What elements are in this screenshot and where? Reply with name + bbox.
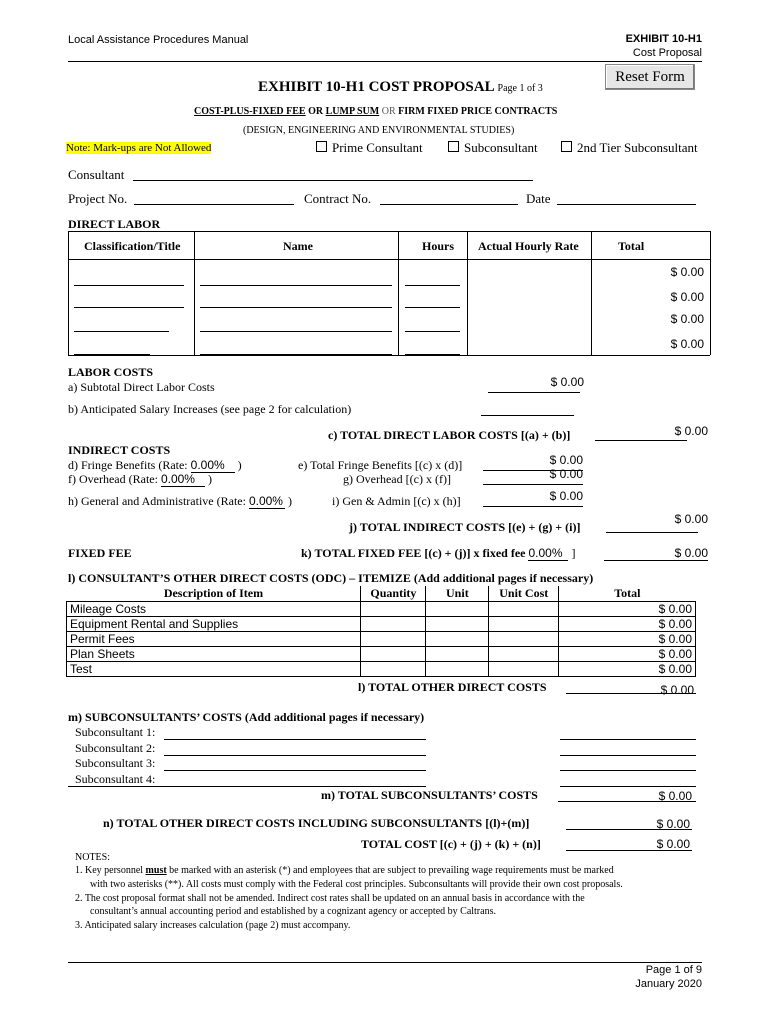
note-2-cont: consultant’s annual accounting period and established by a cognizant agency or accepted by Caltrans. bbox=[90, 906, 496, 917]
consultant-field[interactable] bbox=[133, 180, 533, 181]
odc-description[interactable]: Test bbox=[67, 662, 361, 677]
total-fixed-fee-label: k) TOTAL FIXED FEE [(c) + (j)] x fixed fee 0.00% ] bbox=[301, 546, 576, 560]
contract-no-label: Contract No. bbox=[304, 191, 372, 206]
odc-total: $ 0.00 bbox=[559, 662, 696, 677]
notes-heading: NOTES: bbox=[75, 852, 110, 863]
fringe-rate-label: d) Fringe Benefits (Rate: 0.00% ) bbox=[68, 458, 242, 472]
checkbox-icon bbox=[316, 141, 327, 152]
subconsultant-3-field[interactable] bbox=[164, 770, 426, 771]
ga-rate-label: h) General and Administrative (Rate: 0.00% ) bbox=[68, 494, 292, 508]
odc-row[interactable] bbox=[67, 662, 696, 677]
note-3: 3. Anticipated salary increases calculation (page 2) must accompany. bbox=[75, 920, 351, 931]
total-subs-value[interactable]: $ 0.00 bbox=[658, 789, 692, 803]
col-total: Total bbox=[618, 239, 645, 253]
total-cost-label: TOTAL COST [(c) + (j) + (k) + (n)] bbox=[361, 837, 541, 851]
odc-row[interactable] bbox=[67, 602, 696, 617]
revision-date: January 2020 bbox=[635, 978, 702, 990]
total-cost-value[interactable]: $ 0.00 bbox=[656, 837, 690, 851]
overhead-value[interactable]: $ 0.00 bbox=[549, 467, 583, 481]
total-odc-value[interactable]: $ 0.00 bbox=[660, 683, 694, 697]
odc-row[interactable] bbox=[67, 617, 696, 632]
subconsultant-3-cost[interactable] bbox=[560, 770, 696, 771]
date-label: Date bbox=[526, 191, 551, 206]
odc-row[interactable] bbox=[67, 647, 696, 662]
manual-title: Local Assistance Procedures Manual bbox=[68, 34, 249, 46]
salary-increase-label: b) Anticipated Salary Increases (see page 2 for calculation) bbox=[68, 402, 352, 416]
labor-total: $ 0.00 bbox=[670, 290, 704, 304]
odc-total: $ 0.00 bbox=[559, 647, 696, 662]
prime-consultant-checkbox[interactable]: Prime Consultant bbox=[316, 140, 423, 156]
odc-total: $ 0.00 bbox=[559, 602, 696, 617]
odc-description[interactable]: Plan Sheets bbox=[67, 647, 361, 662]
total-direct-labor-label: c) TOTAL DIRECT LABOR COSTS [(a) + (b)] bbox=[328, 428, 571, 442]
subconsultant-4-cost[interactable] bbox=[560, 786, 696, 787]
total-subs-label: m) TOTAL SUBCONSULTANTS’ COSTS bbox=[321, 788, 538, 802]
odc-col-quantity: Quantity bbox=[361, 586, 426, 602]
note-2: 2. The cost proposal format shall not be amended. Indirect cost rates shall be updated on an annual basis in accordance with the bbox=[75, 893, 585, 904]
header-rule bbox=[68, 61, 702, 62]
reset-form-button[interactable]: Reset Form bbox=[605, 64, 695, 90]
subconsultant-1-field[interactable] bbox=[164, 739, 426, 740]
indirect-heading: INDIRECT COSTS bbox=[68, 443, 171, 457]
odc-description[interactable]: Equipment Rental and Supplies bbox=[67, 617, 361, 632]
labor-total: $ 0.00 bbox=[670, 312, 704, 326]
checkbox-icon bbox=[448, 141, 459, 152]
overhead-label: g) Overhead [(c) x (f)] bbox=[343, 472, 451, 486]
subconsultant-4: Subconsultant 4: bbox=[75, 772, 156, 786]
subtotal-labor-label: a) Subtotal Direct Labor Costs bbox=[68, 380, 215, 394]
labor-total: $ 0.00 bbox=[670, 337, 704, 351]
odc-heading: l) CONSULTANT’S OTHER DIRECT COSTS (ODC) – ITEMIZE (Add additional pages if necessary) bbox=[68, 571, 594, 585]
total-indirect-label: j) TOTAL INDIRECT COSTS [(e) + (g) + (i)] bbox=[349, 520, 581, 534]
fixed-fee-heading: FIXED FEE bbox=[68, 546, 132, 560]
consultant-label: Consultant bbox=[68, 167, 125, 182]
subtotal-labor-value[interactable]: $ 0.00 bbox=[550, 375, 584, 389]
contract-type-line: COST-PLUS-FIXED FEE OR LUMP SUM OR FIRM FIXED PRICE CONTRACTS bbox=[194, 106, 558, 117]
direct-labor-heading: DIRECT LABOR bbox=[68, 217, 161, 231]
study-type-line: (DESIGN, ENGINEERING AND ENVIRONMENTAL STUDIES) bbox=[243, 125, 515, 136]
ga-value[interactable]: $ 0.00 bbox=[549, 489, 583, 503]
exhibit-sublabel: Cost Proposal bbox=[632, 47, 702, 59]
subconsultant-2: Subconsultant 2: bbox=[75, 741, 156, 755]
ga-label: i) Gen & Admin [(c) x (h)] bbox=[332, 494, 461, 508]
odc-table bbox=[66, 586, 696, 677]
form-title: EXHIBIT 10-H1 COST PROPOSAL Page 1 of 3 bbox=[258, 79, 543, 95]
subconsultant-2-cost[interactable] bbox=[560, 755, 696, 756]
total-direct-labor-value[interactable]: $ 0.00 bbox=[674, 424, 708, 438]
odc-col-total: Total bbox=[559, 586, 696, 602]
project-no-label: Project No. bbox=[68, 191, 128, 206]
project-no-field[interactable] bbox=[134, 204, 294, 205]
labor-costs-heading: LABOR COSTS bbox=[68, 365, 154, 379]
col-rate: Actual Hourly Rate bbox=[478, 239, 579, 253]
page-number: Page 1 of 9 bbox=[645, 964, 702, 976]
col-hours: Hours bbox=[422, 239, 455, 253]
subconsultant-3: Subconsultant 3: bbox=[75, 756, 156, 770]
total-odc-label: l) TOTAL OTHER DIRECT COSTS bbox=[358, 680, 547, 694]
second-tier-checkbox[interactable]: 2nd Tier Subconsultant bbox=[561, 140, 698, 156]
total-fixed-fee-value[interactable]: $ 0.00 bbox=[674, 546, 708, 560]
col-name: Name bbox=[283, 239, 313, 253]
odc-total: $ 0.00 bbox=[559, 632, 696, 647]
odc-row[interactable] bbox=[67, 632, 696, 647]
note-1: 1. Key personnel must be marked with an asterisk (*) and employees that are subject to prevailing wage requirements must be marked bbox=[75, 865, 614, 876]
total-odc-incl-subs-value[interactable]: $ 0.00 bbox=[656, 817, 690, 831]
exhibit-label: EXHIBIT 10-H1 bbox=[625, 33, 702, 45]
subconsultant-checkbox[interactable]: Subconsultant bbox=[448, 140, 538, 156]
odc-col-unit: Unit bbox=[426, 586, 489, 602]
total-fringe-label: e) Total Fringe Benefits [(c) x (d)] bbox=[298, 458, 463, 472]
total-odc-incl-subs-label: n) TOTAL OTHER DIRECT COSTS INCLUDING SUBCONSULTANTS [(l)+(m)] bbox=[103, 816, 530, 830]
subconsultant-1: Subconsultant 1: bbox=[75, 725, 156, 739]
date-field[interactable] bbox=[557, 204, 696, 205]
odc-col-description: Description of Item bbox=[67, 586, 361, 602]
subconsultant-2-field[interactable] bbox=[164, 755, 426, 756]
contract-no-field[interactable] bbox=[380, 204, 518, 205]
subconsultant-4-field[interactable] bbox=[68, 786, 426, 787]
subconsultant-1-cost[interactable] bbox=[560, 739, 696, 740]
odc-description[interactable]: Permit Fees bbox=[67, 632, 361, 647]
overhead-rate-label: f) Overhead (Rate: 0.00% ) bbox=[68, 472, 212, 486]
odc-description[interactable]: Mileage Costs bbox=[67, 602, 361, 617]
total-fringe-value[interactable]: $ 0.00 bbox=[549, 453, 583, 467]
subs-heading: m) SUBCONSULTANTS’ COSTS (Add additional pages if necessary) bbox=[68, 710, 425, 724]
note-1-cont: with two asterisks (**). All costs must comply with the Federal cost principles. Subconsultants will provide their own cost proposals. bbox=[90, 879, 623, 890]
checkbox-icon bbox=[561, 141, 572, 152]
odc-col-unit-cost: Unit Cost bbox=[489, 586, 559, 602]
odc-total: $ 0.00 bbox=[559, 617, 696, 632]
labor-total: $ 0.00 bbox=[670, 265, 704, 279]
col-classification: Classification/Title bbox=[84, 239, 181, 253]
salary-increase-field[interactable] bbox=[481, 415, 574, 416]
markup-note: Note: Mark-ups are Not Allowed bbox=[66, 142, 212, 154]
footer-rule bbox=[68, 962, 702, 963]
total-indirect-value[interactable]: $ 0.00 bbox=[674, 512, 708, 526]
